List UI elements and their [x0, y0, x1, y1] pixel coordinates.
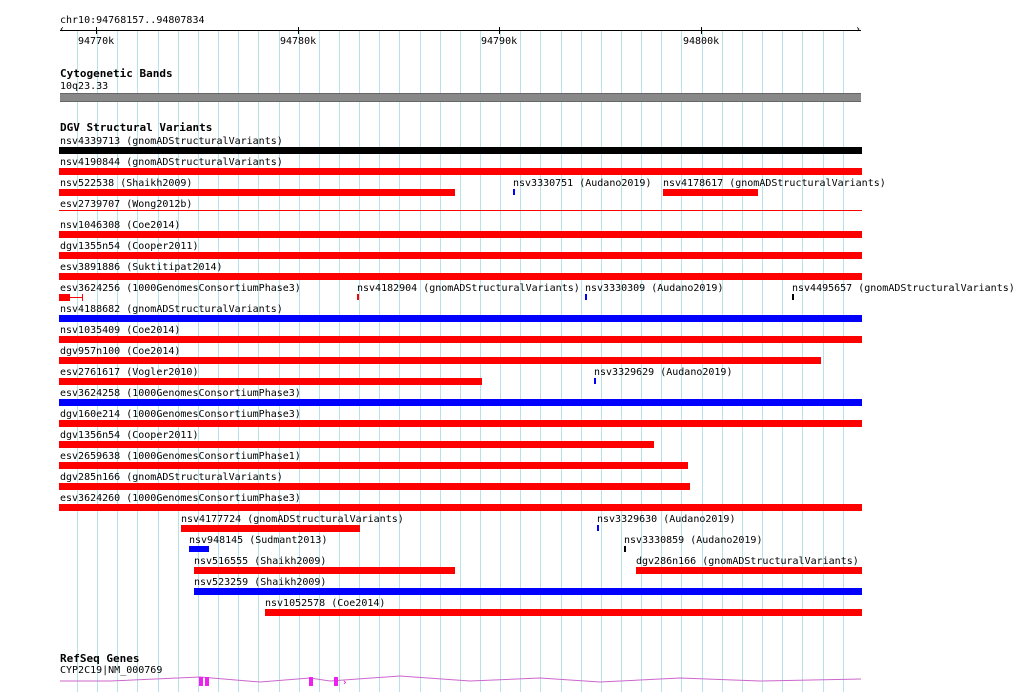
dgv-feature-bar[interactable]: [597, 525, 599, 531]
dgv-feature-label[interactable]: nsv522538 (Shaikh2009): [60, 178, 193, 189]
dgv-feature-bar[interactable]: [59, 420, 862, 427]
dgv-feature-label[interactable]: nsv3330751 (Audano2019): [513, 178, 652, 189]
cytoband-bar[interactable]: [60, 93, 861, 102]
dgv-feature-bar[interactable]: [59, 504, 862, 511]
dgv-feature-whisker: [70, 297, 82, 298]
dgv-feature-bar[interactable]: [189, 546, 209, 552]
dgv-feature-label[interactable]: nsv4178617 (gnomADStructuralVariants): [663, 178, 886, 189]
ruler-tick: [298, 27, 299, 34]
dgv-feature-bar[interactable]: [194, 567, 455, 574]
dgv-feature-label[interactable]: esv2739707 (Wong2012b): [60, 199, 193, 210]
dgv-feature-bar[interactable]: [357, 294, 359, 300]
dgv-feature-label[interactable]: dgv285n166 (gnomADStructuralVariants): [60, 472, 283, 483]
dgv-feature-bar[interactable]: [663, 189, 758, 196]
dgv-feature-bar[interactable]: [59, 336, 862, 343]
gene-label: CYP2C19|NM_000769: [60, 665, 163, 676]
track-title-dgv[interactable]: DGV Structural Variants: [60, 121, 213, 134]
dgv-feature-label[interactable]: nsv1035409 (Coe2014): [60, 325, 181, 336]
dgv-feature-label[interactable]: nsv3329630 (Audano2019): [597, 514, 736, 525]
dgv-feature-bar[interactable]: [636, 567, 862, 574]
exon[interactable]: [205, 677, 209, 686]
ruler-tick-label: 94790k: [481, 36, 518, 47]
dgv-feature-bar[interactable]: [792, 294, 794, 300]
dgv-feature-bar[interactable]: [194, 588, 862, 595]
ruler-tick: [701, 27, 702, 34]
dgv-feature-bar[interactable]: [585, 294, 587, 300]
track-title-cytobands[interactable]: Cytogenetic Bands: [60, 67, 173, 80]
dgv-feature-label[interactable]: nsv948145 (Sudmant2013): [189, 535, 328, 546]
strand-arrow-icon: ›: [342, 678, 348, 688]
dgv-feature-label[interactable]: nsv3330859 (Audano2019): [624, 535, 763, 546]
dgv-feature-bar[interactable]: [59, 441, 654, 448]
dgv-feature-bar[interactable]: [59, 378, 482, 385]
ruler-tick-label: 94780k: [280, 36, 317, 47]
dgv-feature-bar[interactable]: [181, 525, 360, 532]
dgv-feature-label[interactable]: esv3891886 (Suktitipat2014): [60, 262, 223, 273]
ruler-tick-label: 94770k: [78, 36, 115, 47]
dgv-feature-bar[interactable]: [59, 231, 862, 238]
dgv-feature-bar[interactable]: [59, 252, 862, 259]
dgv-feature-bar[interactable]: [59, 273, 862, 280]
dgv-feature-label[interactable]: dgv1356n54 (Cooper2011): [60, 430, 199, 441]
dgv-feature-bar[interactable]: [59, 294, 70, 301]
exon[interactable]: [309, 677, 313, 686]
dgv-feature-label[interactable]: nsv4190844 (gnomADStructuralVariants): [60, 157, 283, 168]
dgv-feature-label[interactable]: esv3624258 (1000GenomesConsortiumPhase3): [60, 388, 301, 399]
dgv-feature-whisker-cap: [82, 294, 83, 301]
dgv-feature-label[interactable]: nsv523259 (Shaikh2009): [194, 577, 327, 588]
dgv-feature-bar[interactable]: [513, 189, 515, 195]
dgv-feature-bar[interactable]: [59, 210, 862, 211]
dgv-feature-bar[interactable]: [59, 483, 690, 490]
dgv-feature-label[interactable]: nsv4339713 (gnomADStructuralVariants): [60, 136, 283, 147]
dgv-feature-label[interactable]: dgv957n100 (Coe2014): [60, 346, 181, 357]
dgv-feature-bar[interactable]: [59, 315, 862, 322]
dgv-feature-label[interactable]: esv3624256 (1000GenomesConsortiumPhase3): [60, 283, 301, 294]
dgv-feature-label[interactable]: nsv1052578 (Coe2014): [265, 598, 386, 609]
dgv-feature-bar[interactable]: [59, 462, 688, 469]
dgv-feature-bar[interactable]: [59, 357, 821, 364]
dgv-feature-bar[interactable]: [59, 147, 862, 154]
dgv-feature-bar[interactable]: [265, 609, 862, 616]
dgv-feature-label[interactable]: nsv4177724 (gnomADStructuralVariants): [181, 514, 404, 525]
dgv-feature-label[interactable]: dgv286n166 (gnomADStructuralVariants): [636, 556, 859, 567]
ruler-left-arrow[interactable]: ‹: [59, 24, 66, 35]
track-title-refseq[interactable]: RefSeq Genes: [60, 652, 140, 665]
exon[interactable]: [334, 677, 338, 686]
dgv-feature-label[interactable]: esv2761617 (Vogler2010): [60, 367, 199, 378]
dgv-feature-label[interactable]: esv2659638 (1000GenomesConsortiumPhase1): [60, 451, 301, 462]
gene-model[interactable]: [0, 672, 890, 692]
dgv-feature-label[interactable]: nsv516555 (Shaikh2009): [194, 556, 327, 567]
dgv-feature-label[interactable]: nsv3329629 (Audano2019): [594, 367, 733, 378]
cytoband-label: 10q23.33: [60, 81, 109, 92]
dgv-feature-label[interactable]: nsv4188682 (gnomADStructuralVariants): [60, 304, 283, 315]
exon[interactable]: [199, 677, 203, 686]
dgv-feature-label[interactable]: esv3624260 (1000GenomesConsortiumPhase3): [60, 493, 301, 504]
dgv-feature-label[interactable]: dgv160e214 (1000GenomesConsortiumPhase3): [60, 409, 301, 420]
ruler-axis: [60, 30, 861, 31]
ruler-right-arrow[interactable]: ›: [855, 24, 862, 35]
ruler-tick: [96, 27, 97, 34]
ruler-tick-label: 94800k: [683, 36, 720, 47]
dgv-feature-bar[interactable]: [624, 546, 626, 552]
dgv-feature-bar[interactable]: [59, 189, 455, 196]
ruler-location: chr10:94768157..94807834: [60, 15, 205, 26]
ruler-tick: [499, 27, 500, 34]
dgv-feature-label[interactable]: dgv1355n54 (Cooper2011): [60, 241, 199, 252]
dgv-feature-label[interactable]: nsv4495657 (gnomADStructuralVariants): [792, 283, 1015, 294]
dgv-feature-bar[interactable]: [59, 399, 862, 406]
dgv-feature-label[interactable]: nsv4182904 (gnomADStructuralVariants): [357, 283, 580, 294]
dgv-feature-bar[interactable]: [594, 378, 596, 384]
dgv-feature-label[interactable]: nsv3330309 (Audano2019): [585, 283, 724, 294]
dgv-feature-label[interactable]: nsv1046308 (Coe2014): [60, 220, 181, 231]
dgv-feature-bar[interactable]: [59, 168, 862, 175]
